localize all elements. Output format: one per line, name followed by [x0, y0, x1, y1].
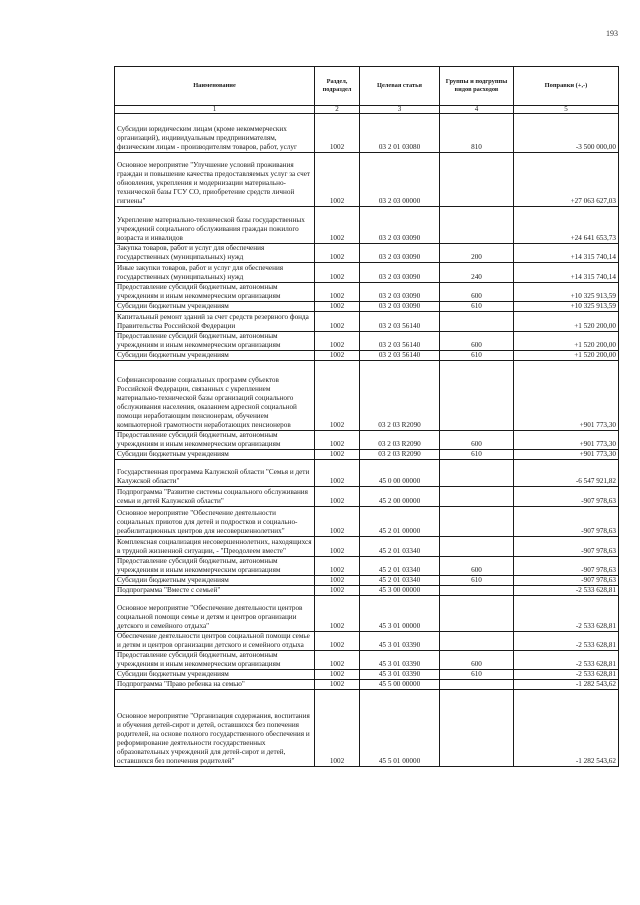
table-row — [115, 312, 619, 332]
row-target-article: 03 2 03 R2090 — [360, 361, 440, 431]
row-target-article: 45 2 01 03340 — [360, 557, 440, 576]
row-name: Основное мероприятие "Обеспечение деятельности социальных приютов для детей и подростков и социально-реабилитационных центров для несовершеннолетних" — [115, 507, 315, 537]
row-amount: -6 547 921,82 — [514, 460, 619, 487]
row-expense-group — [440, 153, 514, 207]
row-amount: +1 520 200,00 — [514, 312, 619, 332]
row-section: 1002 — [315, 312, 360, 332]
row-section: 1002 — [315, 332, 360, 351]
row-target-article: 03 2 03 03090 — [360, 302, 440, 312]
row-amount: +27 063 627,03 — [514, 153, 619, 207]
row-name: Основное мероприятие "Обеспечение деятельности центров социальной помощи семье и детям и центров организации детского и семейного отдыха" — [115, 596, 315, 632]
row-name: Укрепление материально-технической базы государственных учреждений социального обслуживания граждан пожилого возраста и инвалидов — [115, 207, 315, 244]
row-expense-group — [440, 632, 514, 651]
row-amount: -1 282 543,62 — [514, 680, 619, 690]
row-name: Подпрограмма "Вместе с семьей" — [115, 586, 315, 596]
row-section: 1002 — [315, 431, 360, 450]
table-row — [115, 431, 619, 450]
row-expense-group — [440, 312, 514, 332]
row-target-article: 03 2 03 56140 — [360, 351, 440, 361]
row-section: 1002 — [315, 302, 360, 312]
table-row — [115, 460, 619, 487]
row-expense-group: 240 — [440, 263, 514, 283]
row-name: Капитальный ремонт зданий за счет средств резервного фонда Правительства Российской Федерации — [115, 312, 315, 332]
row-amount: +14 315 740,14 — [514, 263, 619, 283]
table-row — [115, 283, 619, 302]
row-expense-group: 610 — [440, 351, 514, 361]
row-amount: +901 773,30 — [514, 450, 619, 460]
row-section: 1002 — [315, 596, 360, 632]
row-target-article: 45 3 01 00000 — [360, 596, 440, 632]
row-target-article: 03 2 03 03090 — [360, 207, 440, 244]
row-section: 1002 — [315, 537, 360, 557]
table-row — [115, 207, 619, 244]
row-amount: +24 641 653,73 — [514, 207, 619, 244]
page-number: 193 — [606, 29, 618, 38]
row-name: Предоставление субсидий бюджетным, автономным учреждениям и иным некоммерческим организациям — [115, 283, 315, 302]
row-expense-group — [440, 487, 514, 507]
table-row — [115, 651, 619, 670]
row-section: 1002 — [315, 690, 360, 767]
row-expense-group: 600 — [440, 283, 514, 302]
column-number: 1 — [115, 106, 315, 114]
row-amount: -2 533 628,81 — [514, 632, 619, 651]
row-name: Субсидии юридическим лицам (кроме некоммерческих организаций), индивидуальным предпринимателям, физическим лицам - производителям товаров, работ, услуг — [115, 114, 315, 153]
row-target-article: 45 2 00 00000 — [360, 487, 440, 507]
row-target-article: 45 0 00 00000 — [360, 460, 440, 487]
table-row — [115, 351, 619, 361]
row-target-article: 45 2 01 03340 — [360, 576, 440, 586]
row-expense-group — [440, 596, 514, 632]
row-target-article: 45 2 01 03340 — [360, 537, 440, 557]
row-expense-group: 610 — [440, 450, 514, 460]
table-row — [115, 537, 619, 557]
row-section: 1002 — [315, 487, 360, 507]
row-name: Обеспечение деятельности центров социальной помощи семье и детям и центров организации детского и семейного отдыха — [115, 632, 315, 651]
row-section: 1002 — [315, 507, 360, 537]
column-number: 3 — [360, 106, 440, 114]
table-row — [115, 263, 619, 283]
row-name: Основное мероприятие "Организация содержания, воспитания и обучения детей-сирот и детей, оставшихся без попечения родителей, на основе полного государственного обеспечения и реформирование деятельности государственных образовательных учреждений для детей-сирот и детей, оставшихся без попечения родителей" — [115, 690, 315, 767]
header-target: Целевая статья — [360, 67, 440, 106]
row-name: Комплексная социализация несовершеннолетних, находящихся в трудной жизненной ситуации, - "Преодолеем вместе" — [115, 537, 315, 557]
row-expense-group — [440, 361, 514, 431]
row-name: Предоставление субсидий бюджетным, автономным учреждениям и иным некоммерческим организациям — [115, 651, 315, 670]
row-target-article: 03 2 03 R2090 — [360, 450, 440, 460]
column-number: 4 — [440, 106, 514, 114]
table-row — [115, 632, 619, 651]
row-amount: -3 500 000,00 — [514, 114, 619, 153]
row-target-article: 03 2 03 R2090 — [360, 431, 440, 450]
row-amount: -2 533 628,81 — [514, 670, 619, 680]
row-amount: +10 325 913,59 — [514, 283, 619, 302]
row-section: 1002 — [315, 361, 360, 431]
table-header-row — [115, 67, 619, 106]
row-name: Субсидии бюджетным учреждениям — [115, 576, 315, 586]
row-expense-group: 600 — [440, 431, 514, 450]
table-row — [115, 670, 619, 680]
row-section: 1002 — [315, 670, 360, 680]
row-expense-group — [440, 207, 514, 244]
row-target-article: 03 2 03 56140 — [360, 312, 440, 332]
row-expense-group: 600 — [440, 332, 514, 351]
table-row — [115, 690, 619, 767]
row-target-article: 03 2 03 03090 — [360, 283, 440, 302]
row-name: Иные закупки товаров, работ и услуг для обеспечения государственных (муниципальных) нужд — [115, 263, 315, 283]
table-row — [115, 332, 619, 351]
row-expense-group: 810 — [440, 114, 514, 153]
row-target-article: 03 2 01 03080 — [360, 114, 440, 153]
row-amount: +14 315 740,14 — [514, 244, 619, 263]
row-expense-group — [440, 690, 514, 767]
row-section: 1002 — [315, 244, 360, 263]
row-expense-group — [440, 537, 514, 557]
row-section: 1002 — [315, 450, 360, 460]
row-name: Предоставление субсидий бюджетным, автономным учреждениям и иным некоммерческим организациям — [115, 332, 315, 351]
row-name: Субсидии бюджетным учреждениям — [115, 351, 315, 361]
row-name: Субсидии бюджетным учреждениям — [115, 302, 315, 312]
budget-table — [114, 66, 619, 767]
row-amount: +901 773,30 — [514, 431, 619, 450]
row-expense-group: 610 — [440, 670, 514, 680]
row-expense-group: 600 — [440, 557, 514, 576]
row-name: Субсидии бюджетным учреждениям — [115, 450, 315, 460]
row-expense-group — [440, 680, 514, 690]
row-expense-group: 600 — [440, 651, 514, 670]
row-section: 1002 — [315, 283, 360, 302]
row-section: 1002 — [315, 557, 360, 576]
row-section: 1002 — [315, 651, 360, 670]
table-row — [115, 361, 619, 431]
row-amount: -1 282 543,62 — [514, 690, 619, 767]
column-number-row — [115, 106, 619, 114]
table-row — [115, 450, 619, 460]
row-name: Субсидии бюджетным учреждениям — [115, 670, 315, 680]
row-amount: -2 533 628,81 — [514, 651, 619, 670]
row-amount: +1 520 200,00 — [514, 351, 619, 361]
row-name: Государственная программа Калужской области "Семья и дети Калужской области" — [115, 460, 315, 487]
row-target-article: 45 5 00 00000 — [360, 680, 440, 690]
row-target-article: 45 3 01 03390 — [360, 670, 440, 680]
row-section: 1002 — [315, 586, 360, 596]
header-name: Наименование — [115, 67, 315, 106]
row-amount: -907 978,63 — [514, 557, 619, 576]
header-section: Раздел, подраздел — [315, 67, 360, 106]
row-expense-group — [440, 460, 514, 487]
row-target-article: 03 2 03 03090 — [360, 263, 440, 283]
row-expense-group — [440, 507, 514, 537]
table-row — [115, 557, 619, 576]
row-section: 1002 — [315, 680, 360, 690]
row-expense-group: 200 — [440, 244, 514, 263]
row-name: Предоставление субсидий бюджетным, автономным учреждениям и иным некоммерческим организациям — [115, 557, 315, 576]
row-section: 1002 — [315, 263, 360, 283]
table-row — [115, 302, 619, 312]
table-row — [115, 244, 619, 263]
row-section: 1002 — [315, 207, 360, 244]
row-amount: -907 978,63 — [514, 576, 619, 586]
row-target-article: 03 2 03 56140 — [360, 332, 440, 351]
column-number: 5 — [514, 106, 619, 114]
header-amount: Поправки (+,-) — [514, 67, 619, 106]
row-amount: -907 978,63 — [514, 507, 619, 537]
row-amount: -2 533 628,81 — [514, 596, 619, 632]
row-expense-group: 610 — [440, 302, 514, 312]
row-amount: +10 325 913,59 — [514, 302, 619, 312]
row-amount: +901 773,30 — [514, 361, 619, 431]
row-target-article: 45 3 01 03390 — [360, 632, 440, 651]
row-amount: -907 978,63 — [514, 537, 619, 557]
row-expense-group: 610 — [440, 576, 514, 586]
row-target-article: 03 2 03 00000 — [360, 153, 440, 207]
row-name: Закупка товаров, работ и услуг для обеспечения государственных (муниципальных) нужд — [115, 244, 315, 263]
table-row — [115, 680, 619, 690]
row-amount: -907 978,63 — [514, 487, 619, 507]
row-target-article: 45 2 01 00000 — [360, 507, 440, 537]
row-name: Софинансирование социальных программ субъектов Российской Федерации, связанных с укреплением материально-технической базы организаций социального обслуживания населения, оказанием адресной социальной помощи неработающим пенсионерам, обучением компьютерной грамотности неработающих пенсионеров — [115, 361, 315, 431]
column-number: 2 — [315, 106, 360, 114]
table-row — [115, 596, 619, 632]
row-target-article: 03 2 03 03090 — [360, 244, 440, 263]
row-amount: +1 520 200,00 — [514, 332, 619, 351]
row-target-article: 45 3 01 03390 — [360, 651, 440, 670]
row-section: 1002 — [315, 632, 360, 651]
table-row — [115, 487, 619, 507]
row-target-article: 45 3 00 00000 — [360, 586, 440, 596]
row-expense-group — [440, 586, 514, 596]
row-name: Подпрограмма "Развитие системы социального обслуживания семьи и детей Калужской области" — [115, 487, 315, 507]
row-section: 1002 — [315, 153, 360, 207]
table-row — [115, 576, 619, 586]
table-row — [115, 507, 619, 537]
table-row — [115, 114, 619, 153]
row-section: 1002 — [315, 351, 360, 361]
row-section: 1002 — [315, 114, 360, 153]
row-amount: -2 533 628,81 — [514, 586, 619, 596]
row-name: Подпрограмма "Право ребенка на семью" — [115, 680, 315, 690]
row-target-article: 45 5 01 00000 — [360, 690, 440, 767]
row-name: Предоставление субсидий бюджетным, автономным учреждениям и иным некоммерческим организациям — [115, 431, 315, 450]
table-row — [115, 586, 619, 596]
table-row — [115, 153, 619, 207]
table-body — [115, 114, 619, 767]
header-group: Группы и подгруппы видов расходов — [440, 67, 514, 106]
row-name: Основное мероприятие "Улучшение условий проживания граждан и повышение качества предоставляемых услуг за счет обновления, укрепления и модернизации материально-технической базы ГСУ СО, приобретение средств личной гигиены" — [115, 153, 315, 207]
row-section: 1002 — [315, 460, 360, 487]
row-section: 1002 — [315, 576, 360, 586]
